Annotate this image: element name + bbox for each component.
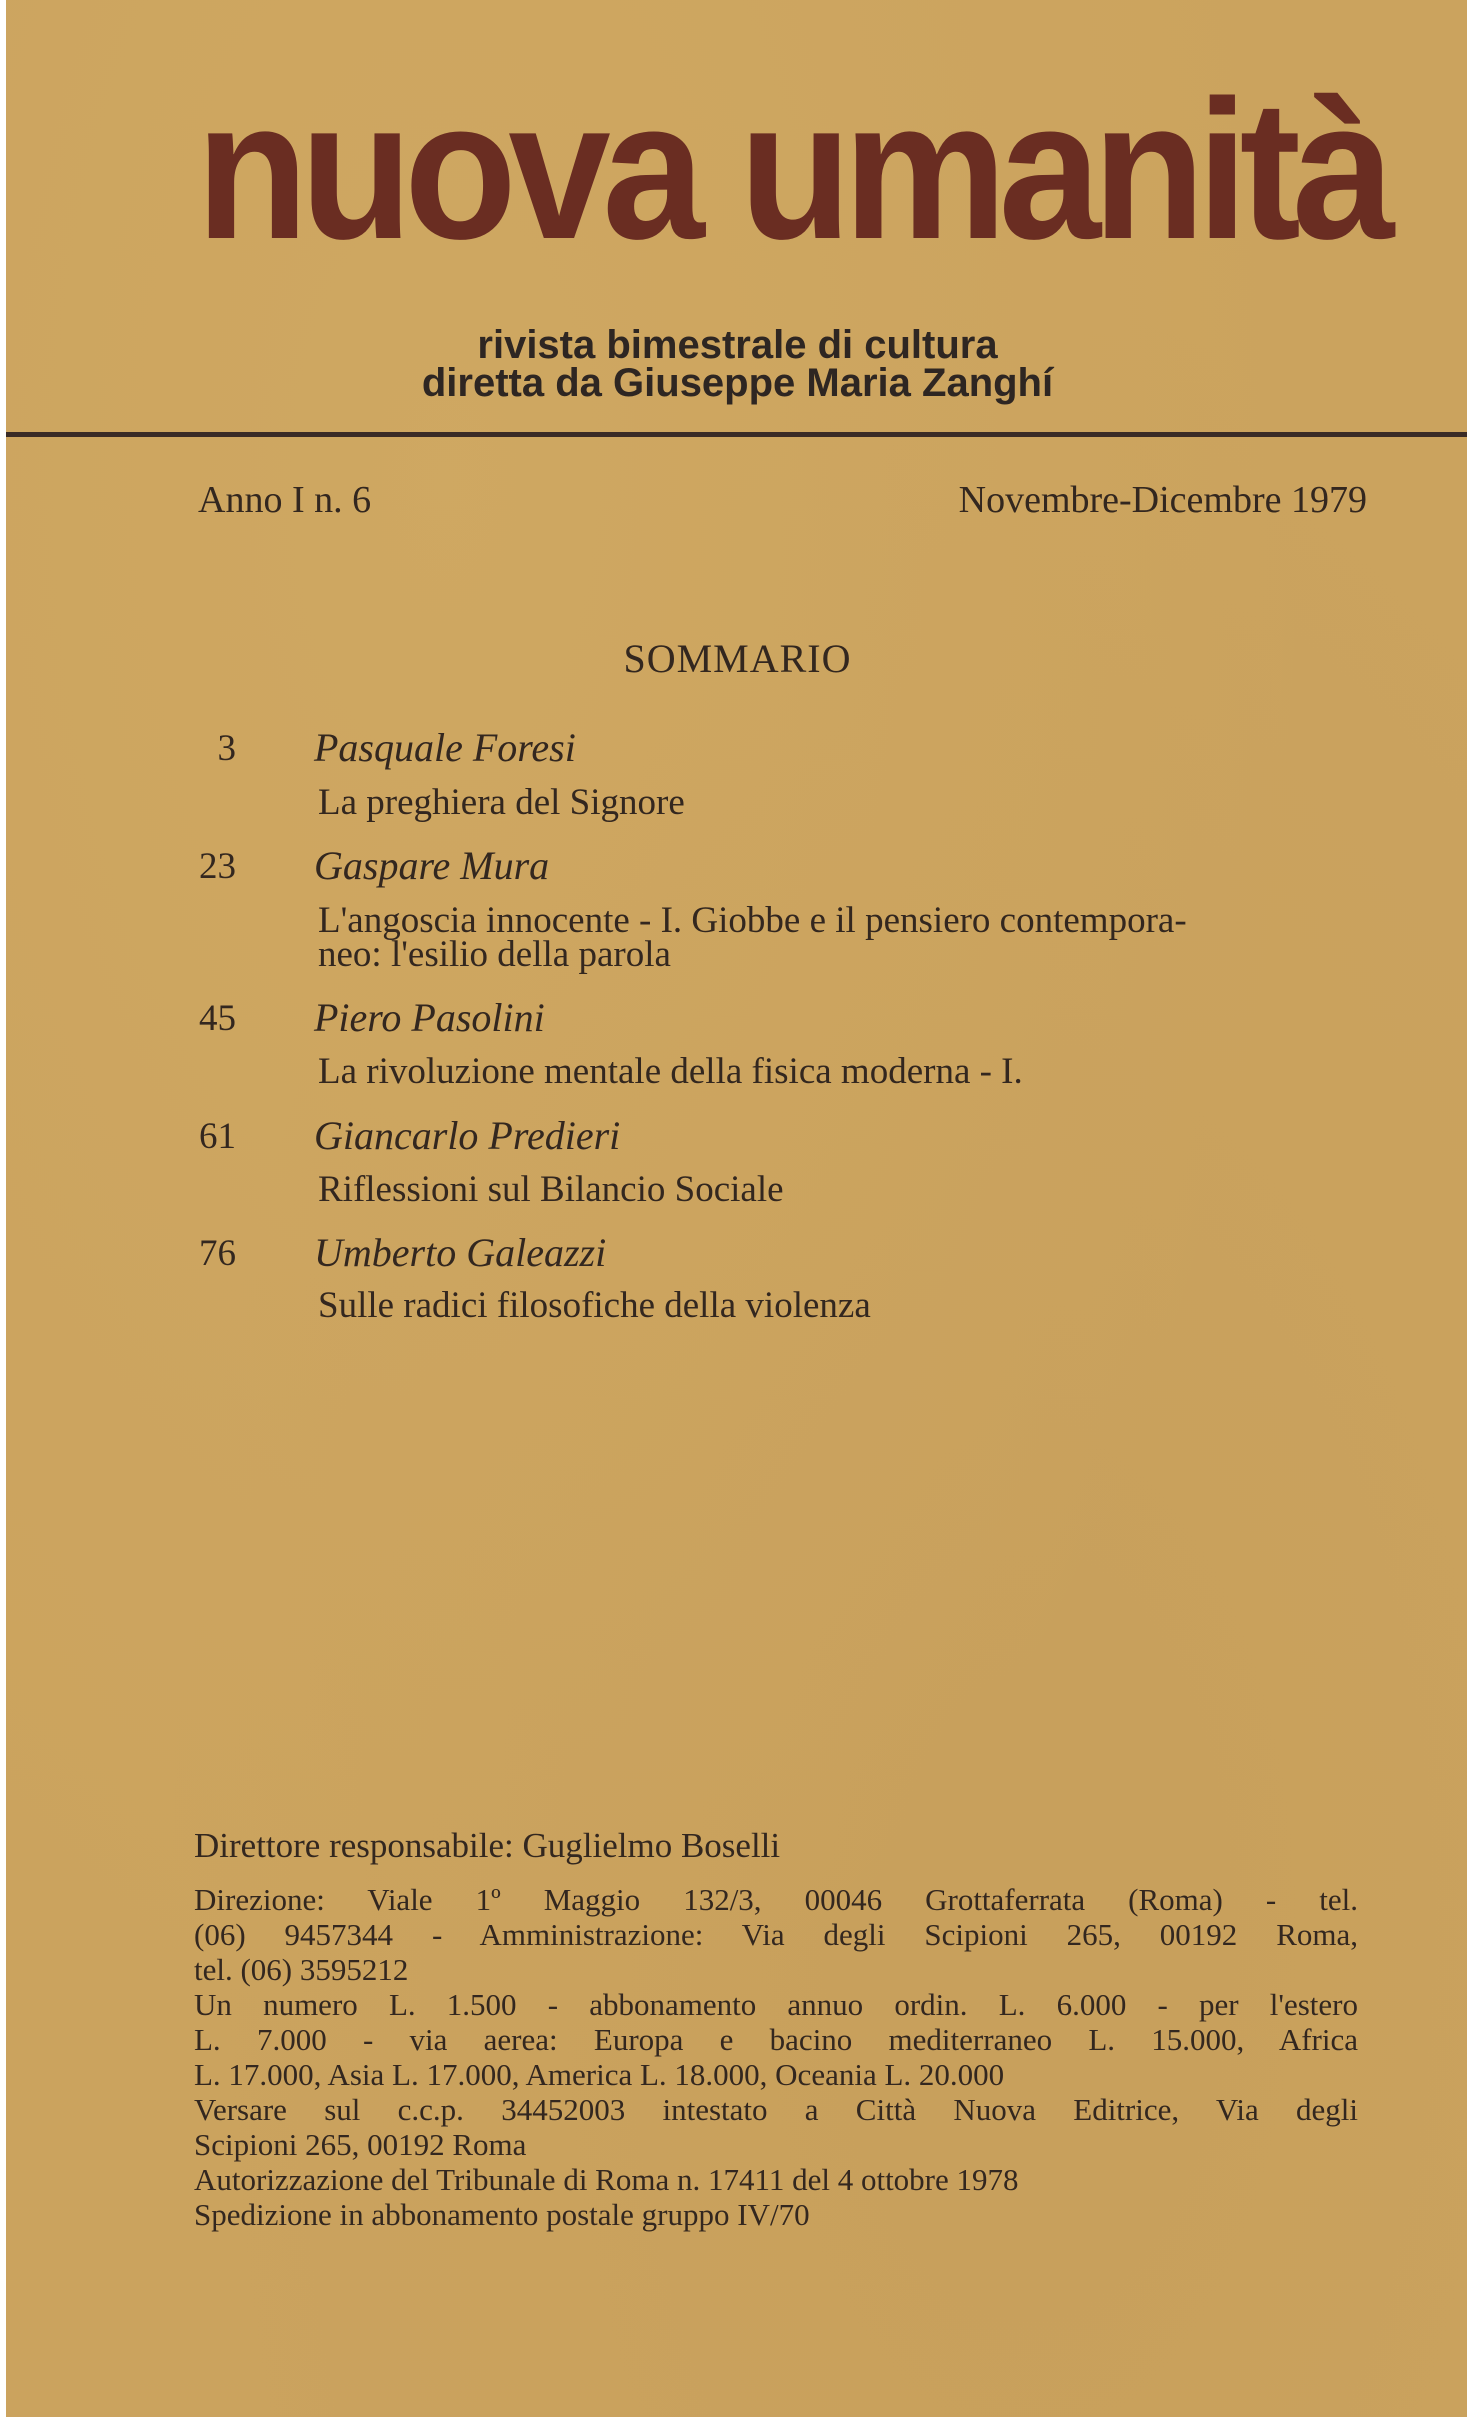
colophon-line: Direzione: Viale 1º Maggio 132/3, 00046 Grottaferrata (Roma) - tel.: [194, 1882, 1358, 1917]
contents-heading: SOMMARIO: [623, 636, 852, 681]
toc-title: Sulle radici filosofiche della violenza: [318, 1285, 871, 1326]
colophon-line: Autorizzazione del Tribunale di Roma n. 17411 del 4 ottobre 1978: [194, 2162, 1019, 2197]
toc-page-number: 61: [199, 1116, 236, 1157]
colophon-block: [194, 1882, 1358, 2232]
toc-author: Pasquale Foresi: [314, 725, 576, 770]
masthead-editor: diretta da Giuseppe Maria Zanghí: [421, 361, 1054, 405]
colophon-line: L. 7.000 - via aerea: Europa e bacino mediterraneo L. 15.000, Africa: [194, 2022, 1358, 2057]
masthead-title: nuova umanità: [196, 59, 1387, 280]
toc-title: L'angoscia innocente - I. Giobbe e il pensiero contempora-: [318, 900, 1187, 941]
masthead-subtitle: rivista bimestrale di cultura: [477, 323, 998, 367]
toc-page-number: 45: [199, 998, 236, 1039]
issue-number: Anno I n. 6: [198, 479, 372, 521]
colophon-line: Un numero L. 1.500 - abbonamento annuo ordin. L. 6.000 - per l'estero: [194, 1987, 1358, 2022]
colophon-line: Scipioni 265, 00192 Roma: [194, 2127, 527, 2162]
toc-author: Gaspare Mura: [314, 843, 550, 888]
toc-author: Umberto Galeazzi: [314, 1230, 607, 1275]
colophon-line: Spedizione in abbonamento postale gruppo IV/70: [194, 2197, 810, 2232]
masthead-divider: [6, 432, 1467, 437]
toc-author: Piero Pasolini: [314, 995, 545, 1040]
toc-author: Giancarlo Predieri: [314, 1113, 621, 1158]
colophon-line: (06) 9457344 - Amministrazione: Via degli Scipioni 265, 00192 Roma,: [194, 1917, 1358, 1952]
toc-title: Riflessioni sul Bilancio Sociale: [318, 1169, 784, 1210]
toc-page-number: 23: [199, 846, 236, 887]
toc-title: La preghiera del Signore: [318, 782, 685, 823]
toc-title-continued: neo: l'esilio della parola: [318, 934, 671, 975]
toc-title: La rivoluzione mentale della fisica moderna - I.: [318, 1051, 1023, 1092]
colophon-director: Direttore responsabile: Guglielmo Boselli: [194, 1826, 781, 1865]
toc-page-number: 76: [199, 1233, 236, 1274]
toc-page-number: 3: [217, 728, 236, 769]
colophon-line: tel. (06) 3595212: [194, 1952, 409, 1987]
issue-period: Novembre-Dicembre 1979: [958, 479, 1367, 521]
colophon-line: L. 17.000, Asia L. 17.000, America L. 18.000, Oceania L. 20.000: [194, 2057, 1005, 2092]
colophon-line: Versare sul c.c.p. 34452003 intestato a Città Nuova Editrice, Via degli: [194, 2092, 1358, 2127]
